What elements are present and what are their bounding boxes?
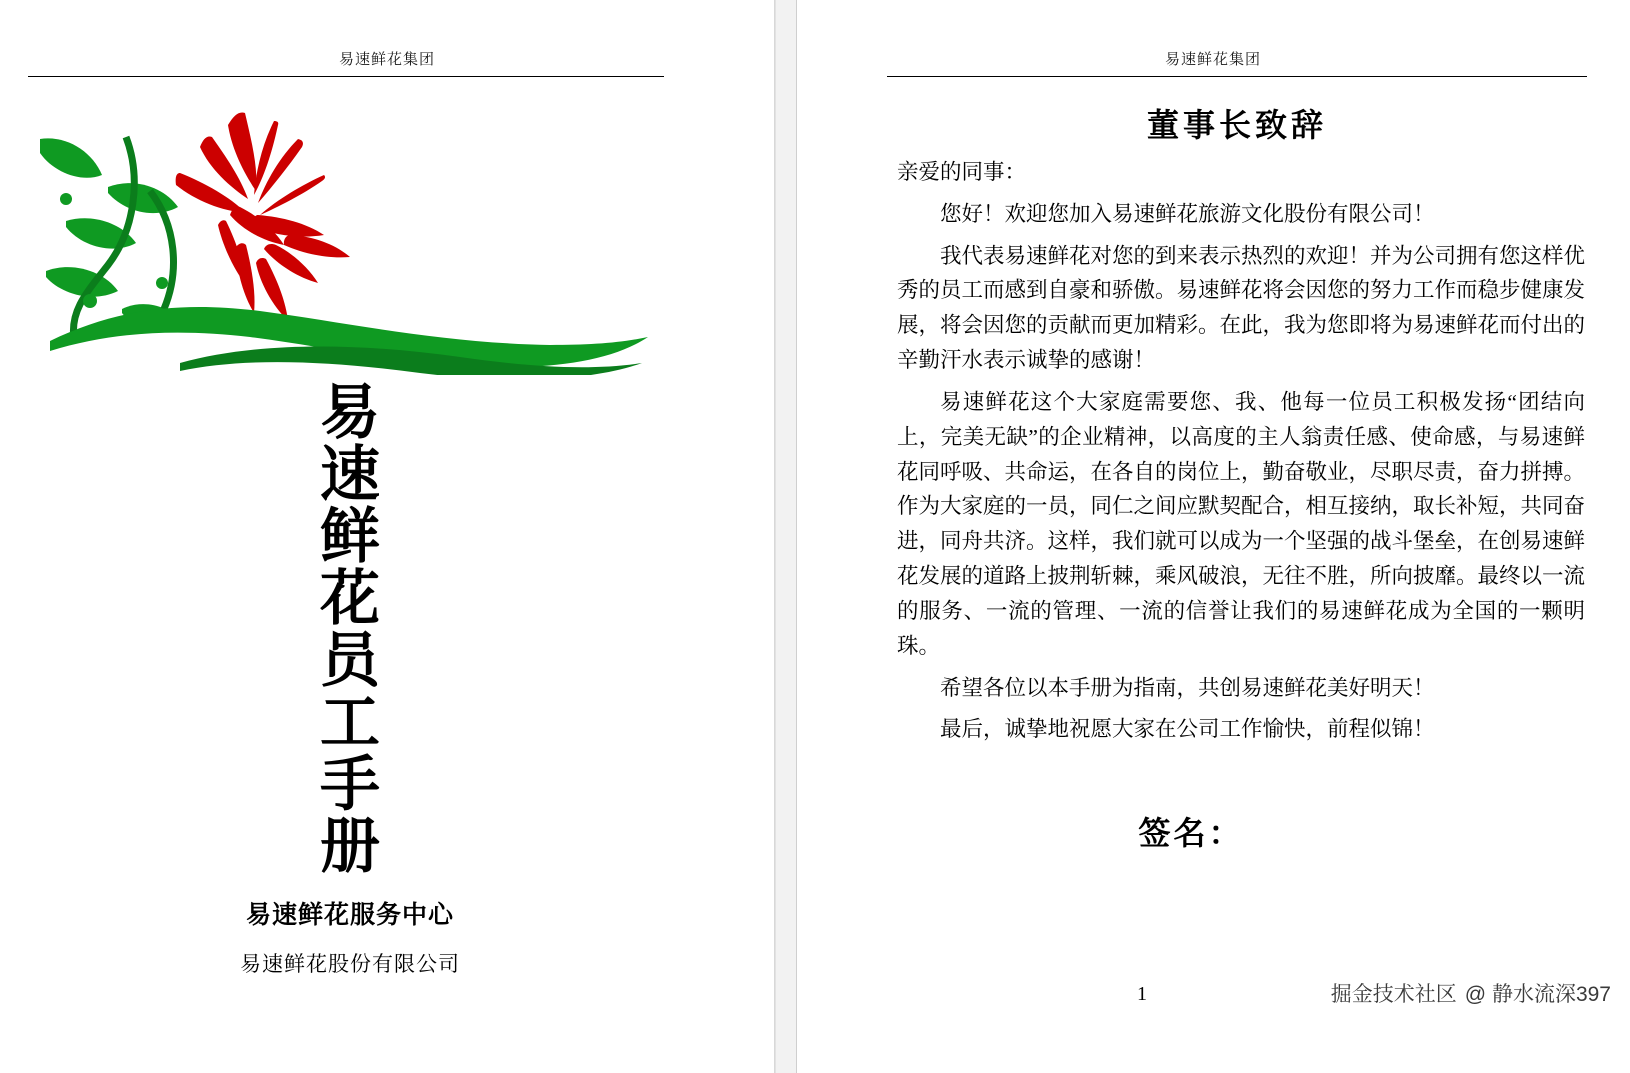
- cover-org-main: 易速鲜花服务中心: [245, 902, 454, 929]
- paragraph-hope: 希望各位以本手册为指南，共创易速鲜花美好明天！: [940, 675, 1435, 700]
- header-rule-left: [28, 76, 664, 77]
- running-header-left: 易速鲜花集团: [338, 51, 435, 68]
- running-header-right: 易速鲜花集团: [1164, 51, 1261, 68]
- page-title: 董事长致辞: [1146, 107, 1327, 143]
- signature-label: 签名：: [1138, 815, 1244, 851]
- watermark: [1331, 978, 1611, 1008]
- watermark-author: @ 静水流深397: [1464, 983, 1611, 1006]
- watermark-site: 掘金技术社区: [1330, 983, 1457, 1006]
- paragraph-welcome: 您好！欢迎您加入易速鲜花旅游文化股份有限公司！: [940, 201, 1435, 226]
- paragraph-closing: 最后，诚挚地祝愿大家在公司工作愉快，前程似锦！: [940, 717, 1435, 742]
- header-rule-right: [887, 76, 1587, 77]
- page-gutter: [775, 0, 797, 1073]
- page-number: 1: [1137, 983, 1147, 1005]
- cover-org-sub: 易速鲜花股份有限公司: [240, 952, 460, 976]
- flower-logo: [30, 95, 670, 375]
- body-text: [897, 155, 1585, 754]
- cover-title: 易速鲜花员工手册: [312, 380, 379, 876]
- page-cover: [0, 0, 775, 1073]
- page-chairman-message: [797, 0, 1629, 1073]
- paragraph-spirit: 易速鲜花这个大家庭需要您、我、他每一位员工积极发扬“团结向上，完美无缺”的企业精神，以高度的主人翁责任感、使命感，与易速鲜花同呼吸、共命运，在各自的岗位上，勤奋敬业，尽职尽责，奋力拼搏。作为大家庭的一员，同仁之间应默契配合，相互接纳，取长补短，共同奋进，同舟共济。这样，我们就可以成为一个坚强的战斗堡垒，在创易速鲜花发展的道路上披荆斩棘，乘风破浪，无往不胜，所向披靡。最终以一流的服务、一流的管理、一流的信誉让我们的易速鲜花成为全国的一颗明珠。: [897, 389, 1586, 658]
- paragraph-thanks: 我代表易速鲜花对您的到来表示热烈的欢迎！并为公司拥有您这样优秀的员工而感到自豪和骄傲。易速鲜花将会因您的努力工作而稳步健康发展，将会因您的贡献而更加精彩。在此，我为您即将为易速鲜花而付出的辛勤汗水表示诚挚的感谢！: [897, 243, 1586, 373]
- paragraph-salutation: 亲爱的同事：: [897, 160, 1027, 184]
